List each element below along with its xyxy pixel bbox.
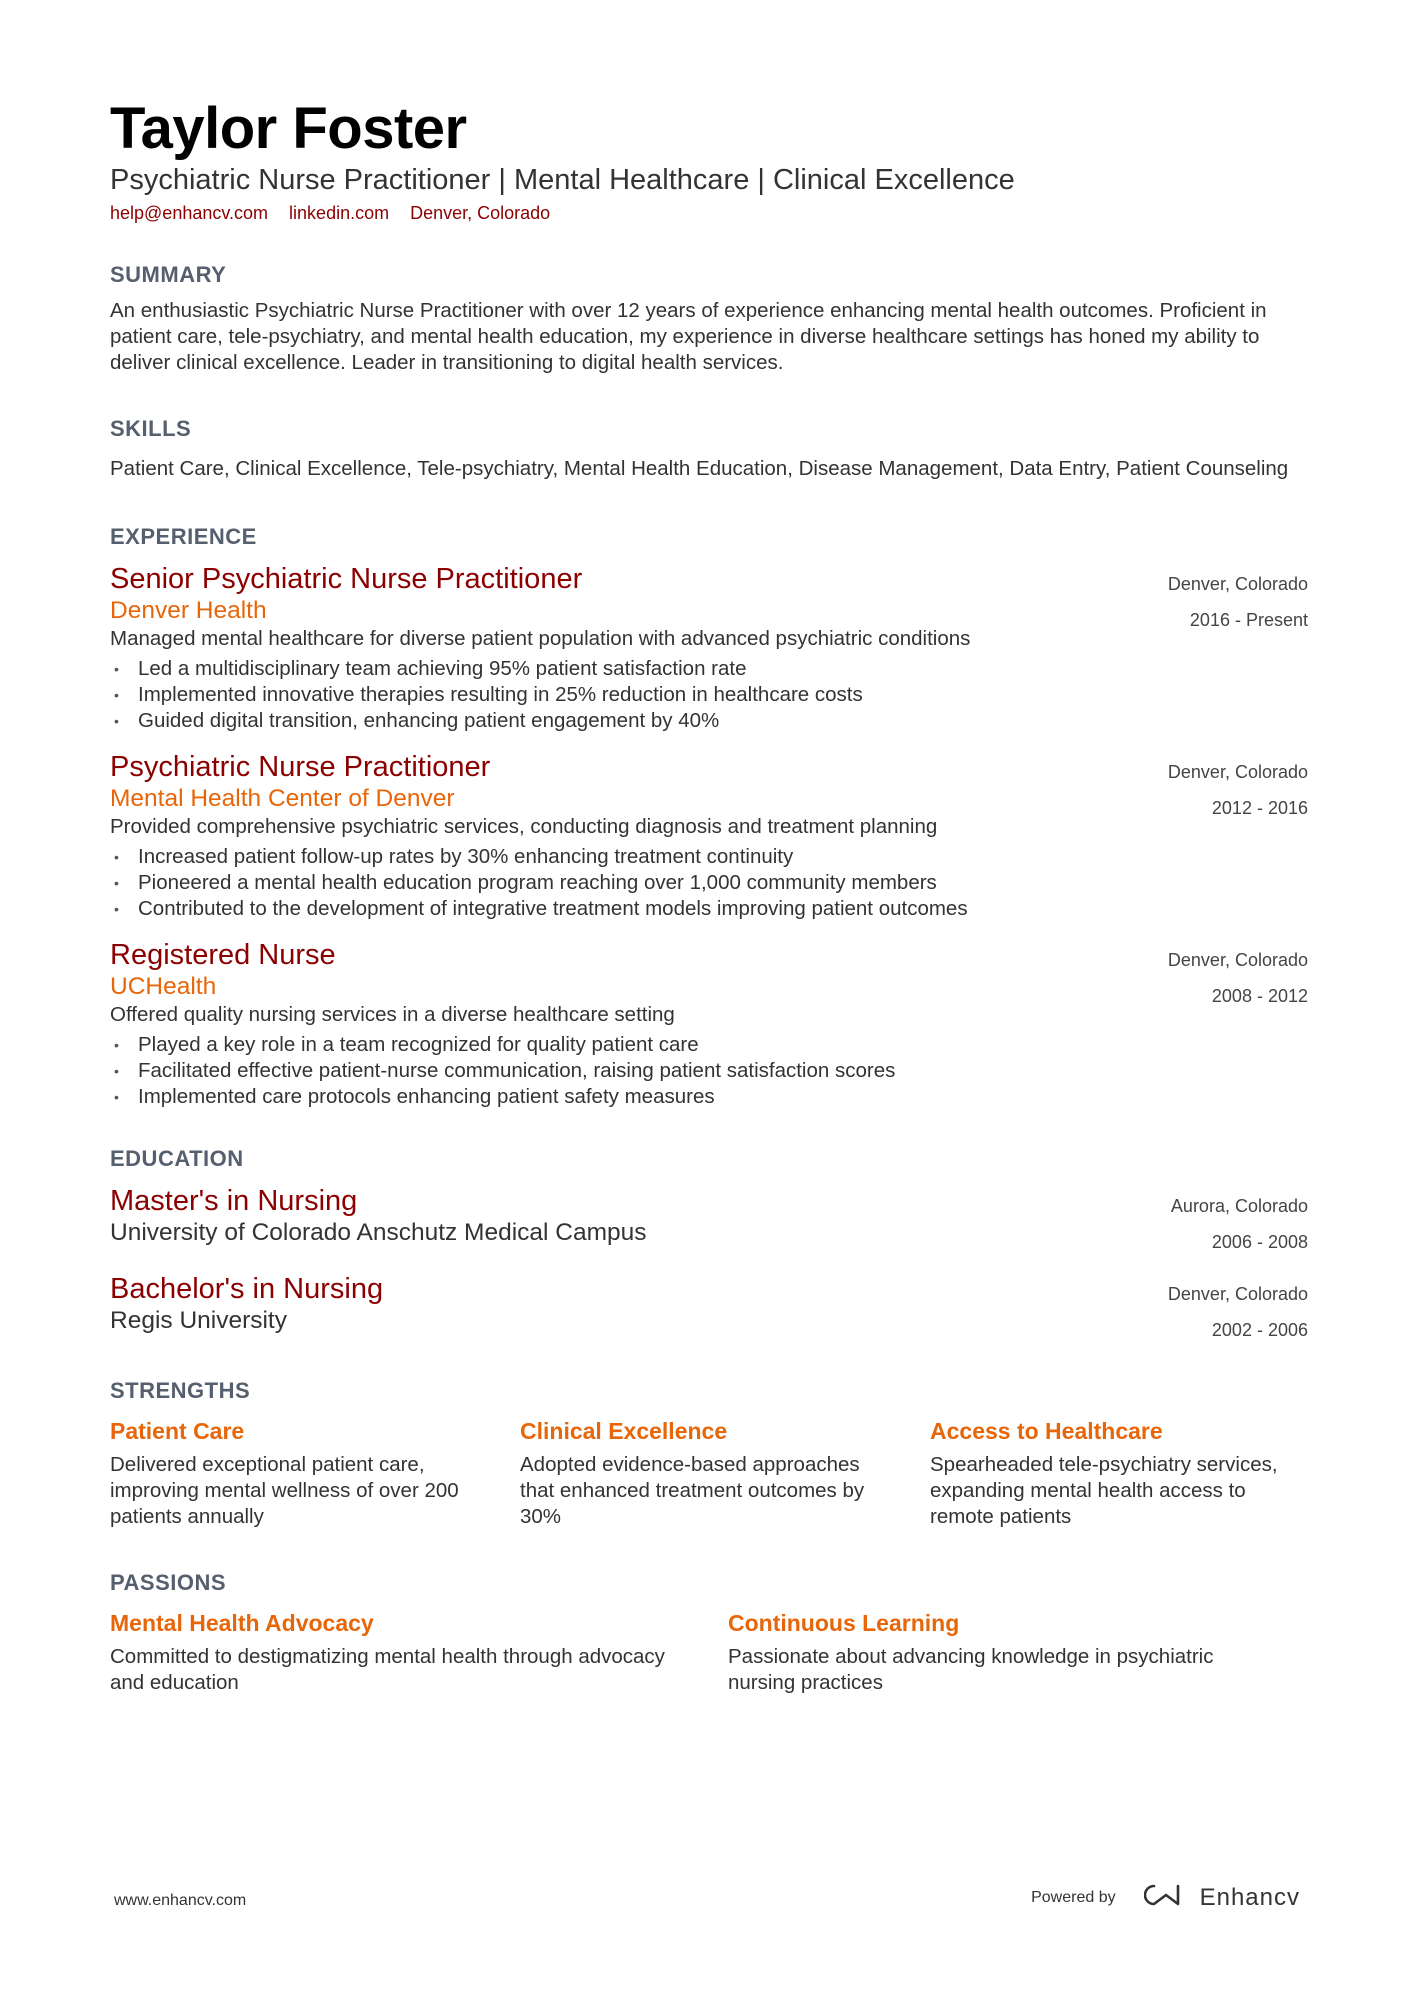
strength-card	[110, 1416, 482, 1530]
skills-text: Patient Care, Clinical Excellence, Tele-psychiatry, Mental Health Education, Disease Management, Data Entry, Patient Counseling	[110, 457, 1289, 480]
passion-description: Passionate about advancing knowledge in psychiatric nursing practices	[728, 1645, 1214, 1694]
entry-meta	[1168, 942, 1308, 1014]
candidate-name: Taylor Foster	[110, 96, 467, 161]
job-description: Managed mental healthcare for diverse patient population with advanced psychiatric conditions	[110, 627, 971, 650]
email-link[interactable]: help@enhancv.com	[110, 203, 269, 223]
strengths-section	[110, 1378, 1308, 1530]
job-location: Denver, Colorado	[1167, 762, 1308, 782]
bullet-item: • Contributed to the development of integrative treatment models improving patient outcomes	[110, 896, 1308, 922]
job-title: Psychiatric Nurse Practitioner	[110, 751, 491, 783]
school-location: Denver, Colorado	[1167, 1284, 1308, 1304]
strengths-grid	[110, 1416, 1308, 1530]
passion-description: Committed to destigmatizing mental health through advocacy and education	[110, 1645, 665, 1694]
passion-card	[110, 1608, 690, 1696]
strength-card	[930, 1416, 1302, 1530]
section-heading: SKILLS	[110, 416, 192, 441]
bullet-item: • Played a key role in a team recognized for quality patient care	[110, 1032, 1308, 1058]
job-description: Offered quality nursing services in a diverse healthcare setting	[110, 1003, 675, 1026]
experience-entry	[110, 750, 1308, 922]
job-title: Registered Nurse	[110, 939, 336, 971]
bullet-list	[110, 1032, 1308, 1110]
summary-section	[110, 262, 1308, 376]
experience-section	[110, 524, 1308, 1110]
experience-entry	[110, 562, 1308, 734]
powered-by-label: Powered by	[1031, 1888, 1116, 1906]
entry-meta	[1168, 566, 1308, 638]
strength-title: Access to Healthcare	[930, 1418, 1163, 1444]
linkedin-link[interactable]: linkedin.com	[289, 203, 390, 223]
bullet-item: • Increased patient follow-up rates by 30% enhancing treatment continuity	[110, 844, 1308, 870]
strength-description: Adopted evidence-based approaches that enhanced treatment outcomes by 30%	[520, 1453, 865, 1528]
company-name: UCHealth	[110, 973, 217, 1000]
skills-section	[110, 416, 1308, 482]
experience-entry	[110, 938, 1308, 1110]
footer-website[interactable]: www.enhancv.com	[114, 1892, 247, 1909]
education-entry	[110, 1272, 1308, 1340]
job-description: Provided comprehensive psychiatric services, conducting diagnosis and treatment planning	[110, 815, 938, 838]
job-location: Denver, Colorado	[1167, 950, 1308, 970]
footer-branding	[1031, 1882, 1300, 1913]
school-location: Aurora, Colorado	[1170, 1196, 1308, 1216]
bullet-item: • Pioneered a mental health education program reaching over 1,000 community members	[110, 870, 1308, 896]
strength-title: Patient Care	[110, 1418, 245, 1444]
school-name: Regis University	[110, 1307, 287, 1334]
resume-header	[110, 96, 1308, 224]
school-dates: 2006 - 2008	[1211, 1232, 1308, 1252]
summary-text: An enthusiastic Psychiatric Nurse Practitioner with over 12 years of experience enhancing mental health outcomes. Proficient in patient care, tele-psychiatry, and mental health education, my experience in diverse healthcare settings has honed my ability to deliver clinical excellence. Leader in transitioning to digital health services.	[110, 299, 1267, 374]
enhancv-logo-icon	[1144, 1882, 1190, 1913]
bullet-list	[110, 656, 1308, 734]
education-section	[110, 1146, 1308, 1340]
candidate-title: Psychiatric Nurse Practitioner | Mental Healthcare | Clinical Excellence	[110, 164, 1015, 196]
bullet-item: • Implemented care protocols enhancing patient safety measures	[110, 1084, 1308, 1110]
company-name: Mental Health Center of Denver	[110, 785, 455, 812]
entry-meta	[1171, 1188, 1308, 1260]
job-dates: 2012 - 2016	[1211, 798, 1308, 818]
strength-description: Delivered exceptional patient care, improving mental wellness of over 200 patients annually	[110, 1453, 459, 1528]
location-text: Denver, Colorado	[410, 203, 551, 223]
bullet-item: • Implemented innovative therapies resulting in 25% reduction in healthcare costs	[110, 682, 1308, 708]
section-heading: STRENGTHS	[110, 1378, 251, 1403]
section-heading: EDUCATION	[110, 1146, 244, 1171]
entry-meta	[1168, 1276, 1308, 1348]
job-location: Denver, Colorado	[1167, 574, 1308, 594]
bullet-item: • Guided digital transition, enhancing patient engagement by 40%	[110, 708, 1308, 734]
job-title: Senior Psychiatric Nurse Practitioner	[110, 563, 583, 595]
passions-section	[110, 1570, 1308, 1696]
school-dates: 2002 - 2006	[1211, 1320, 1308, 1340]
bullet-item: • Led a multidisciplinary team achieving 95% patient satisfaction rate	[110, 656, 1308, 682]
resume-page	[110, 96, 1308, 1696]
company-name: Denver Health	[110, 597, 267, 624]
section-heading: PASSIONS	[110, 1570, 227, 1595]
degree-title: Master's in Nursing	[110, 1185, 358, 1217]
entry-meta	[1168, 754, 1308, 826]
passion-title: Continuous Learning	[728, 1610, 960, 1636]
section-heading: EXPERIENCE	[110, 524, 257, 549]
bullet-list	[110, 844, 1308, 922]
brand-name: Enhancv	[1199, 1883, 1300, 1911]
education-entry	[110, 1184, 1308, 1252]
strength-title: Clinical Excellence	[520, 1418, 728, 1444]
strength-card	[520, 1416, 892, 1530]
passion-title: Mental Health Advocacy	[110, 1610, 374, 1636]
school-name: University of Colorado Anschutz Medical Campus	[110, 1219, 647, 1246]
passion-card	[728, 1608, 1268, 1696]
degree-title: Bachelor's in Nursing	[110, 1273, 384, 1305]
strength-description: Spearheaded tele-psychiatry services, expanding mental health access to remote patients	[930, 1453, 1278, 1528]
passions-grid	[110, 1608, 1308, 1696]
section-heading: SUMMARY	[110, 262, 227, 287]
job-dates: 2008 - 2012	[1211, 986, 1308, 1006]
job-dates: 2016 - Present	[1189, 610, 1308, 630]
contact-row	[110, 203, 1308, 224]
bullet-item: • Facilitated effective patient-nurse communication, raising patient satisfaction scores	[110, 1058, 1308, 1084]
